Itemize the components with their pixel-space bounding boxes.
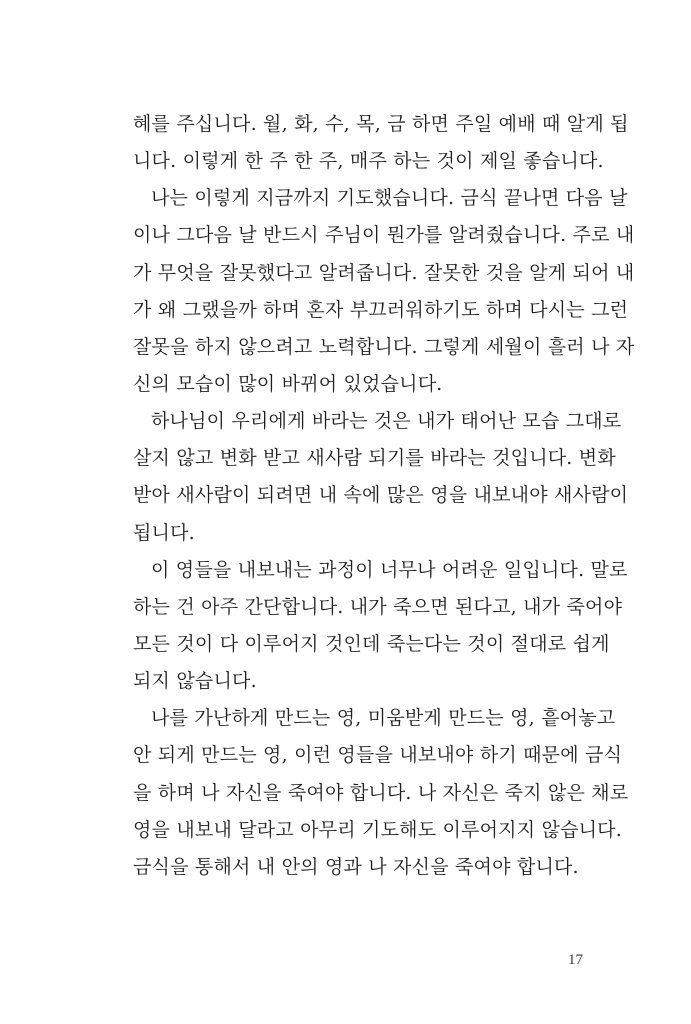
text-line: 니다. 이렇게 한 주 한 주, 매주 하는 것이 제일 좋습니다. <box>133 150 604 173</box>
text-line: 살지 않고 변화 받고 새사람 되기를 바라는 것입니다. 변화 <box>133 447 616 470</box>
text-line: 가 무엇을 잘못했다고 알려줍니다. 잘못한 것을 알게 되어 내 <box>133 261 635 284</box>
text-line: 됩니다. <box>133 521 195 544</box>
text-line: 안 되게 만드는 영, 이런 영들을 내보내야 하기 때문에 금식 <box>133 744 623 767</box>
body-text <box>133 106 635 886</box>
text-line: 나를 가난하게 만드는 영, 미움받게 만드는 영, 흩어놓고 <box>151 707 616 730</box>
text-line: 신의 모습이 많이 바뀌어 있었습니다. <box>133 372 443 395</box>
text-line: 혜를 주십니다. 월, 화, 수, 목, 금 하면 주일 예배 때 알게 됩 <box>133 113 629 135</box>
text-line: 하나님이 우리에게 바라는 것은 내가 태어난 모습 그대로 <box>151 410 622 433</box>
text-line: 되지 않습니다. <box>133 670 257 693</box>
text-line: 나는 이렇게 지금까지 기도했습니다. 금식 끝나면 다음 날 <box>151 187 628 210</box>
text-line: 받아 새사람이 되려면 내 속에 많은 영을 내보내야 새사람이 <box>133 484 629 507</box>
text-line: 이나 그다음 날 반드시 주님이 뭔가를 알려줬습니다. 주로 내 <box>133 224 635 247</box>
text-line: 이 영들을 내보내는 과정이 너무나 어려운 일입니다. 말로 <box>151 558 628 581</box>
page-number: 17 <box>568 952 583 968</box>
text-line: 을 하며 나 자신을 죽여야 합니다. 나 자신은 죽지 않은 채로 <box>133 781 629 804</box>
text-line: 모든 것이 다 이루어지 것인데 죽는다는 것이 절대로 쉽게 <box>133 632 610 655</box>
text-line: 영을 내보내 달라고 아무리 기도해도 이루어지지 않습니다. <box>133 818 622 841</box>
text-line: 가 왜 그랬을까 하며 혼자 부끄러워하기도 하며 다시는 그런 <box>133 298 629 321</box>
text-line: 하는 건 아주 간단합니다. 내가 죽으면 된다고, 내가 죽어야 <box>133 595 623 618</box>
text-line: 잘못을 하지 않으려고 노력합니다. 그렇게 세월이 흘러 나 자 <box>133 335 635 358</box>
text-line: 금식을 통해서 내 안의 영과 나 자신을 죽여야 합니다. <box>133 855 579 878</box>
